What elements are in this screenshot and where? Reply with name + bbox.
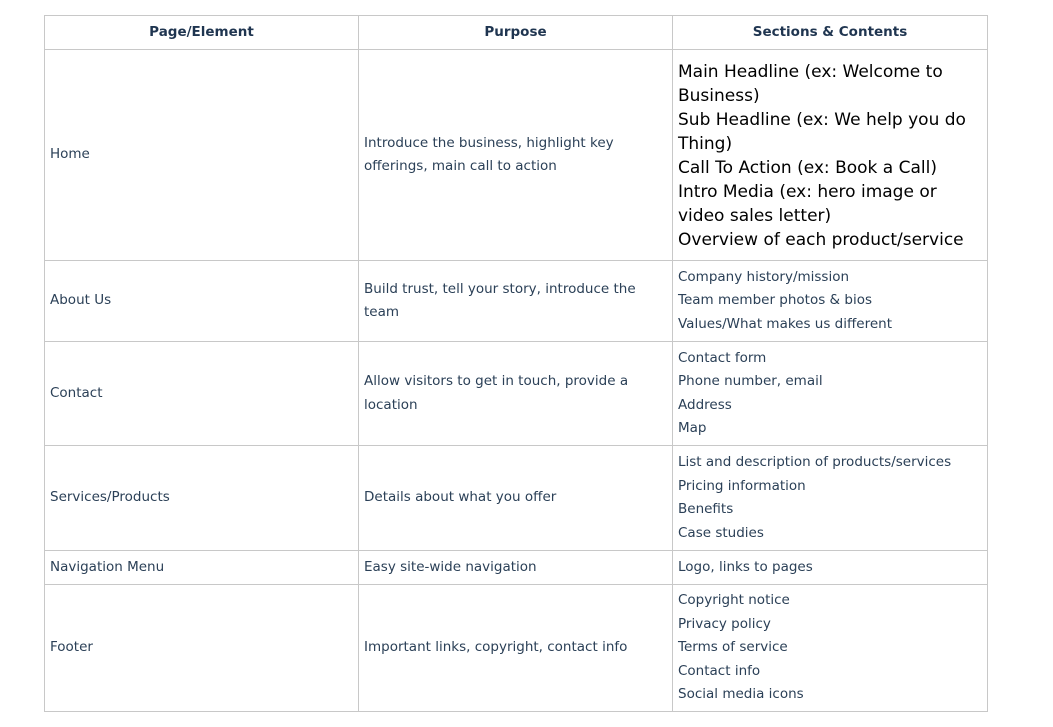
content-item: Copyright notice <box>678 592 790 609</box>
sitemap-table <box>44 15 988 712</box>
content-item: Overview of each product/service <box>678 230 964 250</box>
cell-page: Footer <box>45 585 359 712</box>
content-item: Contact form <box>678 349 767 366</box>
cell-purpose: Introduce the business, highlight key offerings, main call to action <box>359 50 673 261</box>
content-item: Pricing information <box>678 477 806 494</box>
sitemap-table-container <box>44 15 987 712</box>
cell-purpose: Details about what you offer <box>359 446 673 551</box>
cell-page: About Us <box>45 261 359 342</box>
cell-contents <box>673 585 988 712</box>
table-row <box>45 50 988 261</box>
content-item: Company history/mission <box>678 268 850 285</box>
content-item: Main Headline (ex: Welcome to Business) <box>678 62 943 106</box>
table-row <box>45 342 988 446</box>
cell-contents <box>673 50 988 261</box>
header-page-element: Page/Element <box>45 16 359 50</box>
content-item: Case studies <box>678 524 764 541</box>
content-item: Values/What makes us different <box>678 315 893 332</box>
cell-contents <box>673 261 988 342</box>
cell-page: Contact <box>45 342 359 446</box>
cell-purpose: Important links, copyright, contact info <box>359 585 673 712</box>
content-item: Address <box>678 396 732 413</box>
cell-page: Home <box>45 50 359 261</box>
table-row <box>45 261 988 342</box>
cell-page: Navigation Menu <box>45 551 359 585</box>
table-row <box>45 585 988 712</box>
header-sections-contents: Sections & Contents <box>673 16 988 50</box>
content-item: Terms of service <box>678 639 788 656</box>
header-purpose: Purpose <box>359 16 673 50</box>
cell-purpose: Allow visitors to get in touch, provide a location <box>359 342 673 446</box>
cell-contents <box>673 446 988 551</box>
content-item: Privacy policy <box>678 615 771 632</box>
content-item: Intro Media (ex: hero image or video sales letter) <box>678 182 937 226</box>
content-item: Contact info <box>678 662 761 679</box>
table-header-row <box>45 16 988 50</box>
content-item: Benefits <box>678 501 734 517</box>
content-item: Social media icons <box>678 686 804 703</box>
content-item: List and description of products/services <box>678 454 952 470</box>
content-item: Logo, links to pages <box>678 558 813 575</box>
content-item: Call To Action (ex: Book a Call) <box>678 158 937 178</box>
content-item: Map <box>678 420 707 436</box>
cell-purpose: Easy site-wide navigation <box>359 551 673 585</box>
table-row <box>45 551 988 585</box>
content-item: Phone number, email <box>678 373 823 389</box>
content-item: Sub Headline (ex: We help you do Thing) <box>678 110 966 154</box>
cell-purpose: Build trust, tell your story, introduce the team <box>359 261 673 342</box>
cell-contents <box>673 551 988 585</box>
cell-contents <box>673 342 988 446</box>
content-item: Team member photos & bios <box>678 292 872 309</box>
table-row <box>45 446 988 551</box>
cell-page: Services/Products <box>45 446 359 551</box>
